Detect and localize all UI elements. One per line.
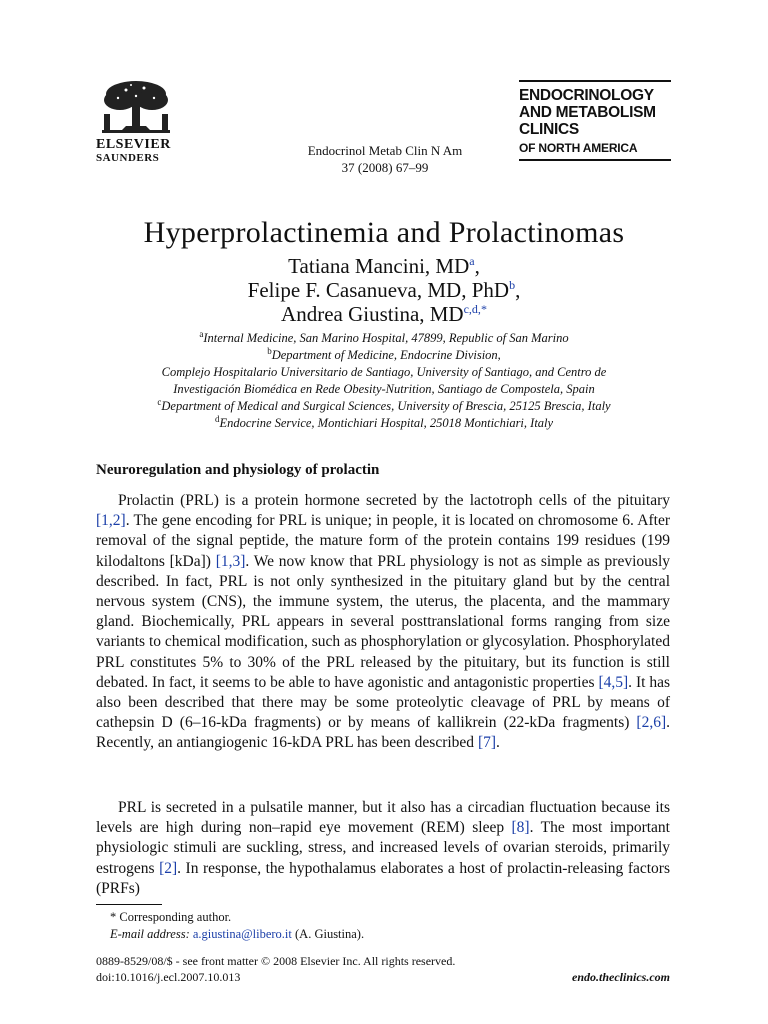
issn-copyright: 0889-8529/08/$ - see front matter © 2008 Elsevier Inc. All rights reserved. [96,954,456,968]
reference-link[interactable]: [4,5] [598,673,629,691]
reference-link[interactable]: [7] [477,734,497,752]
corresponding-author-star[interactable]: * [480,302,487,316]
page-footer [96,953,670,985]
elsevier-tree-logo-icon [96,78,176,136]
affiliation: $^d$Endocrine Service, Montichiari Hospital, 25018 Montichiari, Italy [214,414,554,430]
publisher-logo [96,78,186,164]
journal-title [519,82,671,141]
affiliation: $^b$Department of Medicine, Endocrine Division, [267,346,501,362]
section-heading: Neuroregulation and physiology of prolactin [96,462,380,478]
paragraph-text: . It has also been described that there may be some proteolytic cleavage of PRL by means of cathepsin D (6–16-kDa fragments) or by means of kallikrein (22-kDa fragments) [96,673,670,732]
author-list [0,254,768,326]
affiliation: $^a$Internal Medicine, San Marino Hospital, 47899, Republic of San Marino [199,329,569,345]
paragraph-text: . In response, the hypothalamus elaborates a host of prolactin-releasing factors (PRFs) [96,859,670,897]
journal-subtitle: OF NORTH AMERICA [519,141,638,155]
paragraph-text: . [496,734,500,752]
journal-title-block [519,80,671,161]
doi[interactable]: doi:10.1016/j.ecl.2007.10.013 [96,970,241,984]
body-paragraph [96,491,670,754]
journal-citation [270,142,500,176]
author [0,302,768,326]
journal-bottom-rule [519,159,671,161]
publisher-name: ELSEVIER [96,137,171,152]
affiliation-list [90,330,678,432]
author-affiliation-mark[interactable]: c,d,* [463,302,487,316]
publisher-imprint: SAUNDERS [96,152,160,164]
journal-title-line: ENDOCRINOLOGY [519,87,654,104]
journal-website-link[interactable]: endo.theclinics.com [572,970,670,984]
email-link[interactable]: a.giustina@libero.it [192,927,292,941]
affiliation: $^c$Department of Medical and Surgical Sciences, University of Brescia, 25125 Brescia, Italy [157,397,611,413]
affiliation: Investigación Biomédica en Rede Obesity-Nutrition, Santiago de Compostela, Spain [173,382,595,396]
author-name: Felipe F. Casanueva, MD, PhD [247,278,510,302]
author-affiliation-mark[interactable]: b [509,278,516,292]
journal-title-line: AND METABOLISM [519,104,656,121]
paragraph-text: . We now know that PRL physiology is not as simple as previously described. In fact, PRL is not only synthesized in the pituitary gland but by the central nervous system (CNS), the immune system, the uterus, the placenta, and the mammary gland. Biochemically, PRL appears in several posttranslational forms ranging from size variants to chemical modification, such as phosphorylation or glycosylation. Phosphorylated PRL constitutes 5% to 30% of the PRL released by the pituitary, but its function is still debated. In fact, it seems to be able to have agonistic and antagonistic properties [96,552,670,691]
footnote-rule [96,904,162,905]
email-label: E-mail address: [110,927,190,941]
body-paragraph [96,798,670,899]
citation-journal: Endocrinol Metab Clin N Am [307,143,463,158]
affiliation: Complejo Hospitalario Universitario de Santiago, University of Santiago, and Centro de [161,365,607,379]
corresponding-author-note: * Corresponding author. [110,910,232,924]
reference-link[interactable]: [8] [511,819,530,837]
paragraph-text: Prolactin (PRL) is a protein hormone secreted by the lactotroph cells of the pituitary [118,492,670,509]
author-affiliation-mark[interactable]: a [469,254,475,268]
email-owner: (A. Giustina). [295,927,365,941]
paragraph-text: . Recently, an antiangiogenic 16-kDA PRL has been described [96,714,670,752]
reference-link[interactable]: [2,6] [636,714,667,732]
author-name: Tatiana Mancini, MD [288,254,470,278]
paragraph-text: . The most important physiologic stimuli are suckling, stress, and increased levels of ovarian steroids, primarily estrogens [96,819,670,877]
author-name: Andrea Giustina, MD [281,302,464,326]
reference-link[interactable]: [2] [159,859,178,877]
author: Felipe F. Casanueva, MD, PhD$^b$, [247,278,521,302]
article-title: Hyperprolactinemia and Prolactinomas [143,216,625,249]
journal-title-line: CLINICS [519,121,579,138]
footnotes [96,909,670,943]
author: Tatiana Mancini, $MD^a$, [288,254,480,278]
reference-link[interactable]: [1,3] [215,552,246,570]
paragraph-text: PRL is secreted in a pulsatile manner, but it also has a circadian fluctuation because its levels are high during non–rapid eye movement (REM) sleep [96,799,670,837]
email-note [96,926,670,943]
citation-volume-pages: 37 (2008) 67–99 [341,160,429,175]
reference-link[interactable]: [1,2] [96,512,126,530]
paragraph-text: . The gene encoding for PRL is unique; in people, it is located on chromosome 6. After removal of the signal peptide, the mature form of the protein contains 199 residues (199 kilodaltons [kDa]) [96,512,670,570]
